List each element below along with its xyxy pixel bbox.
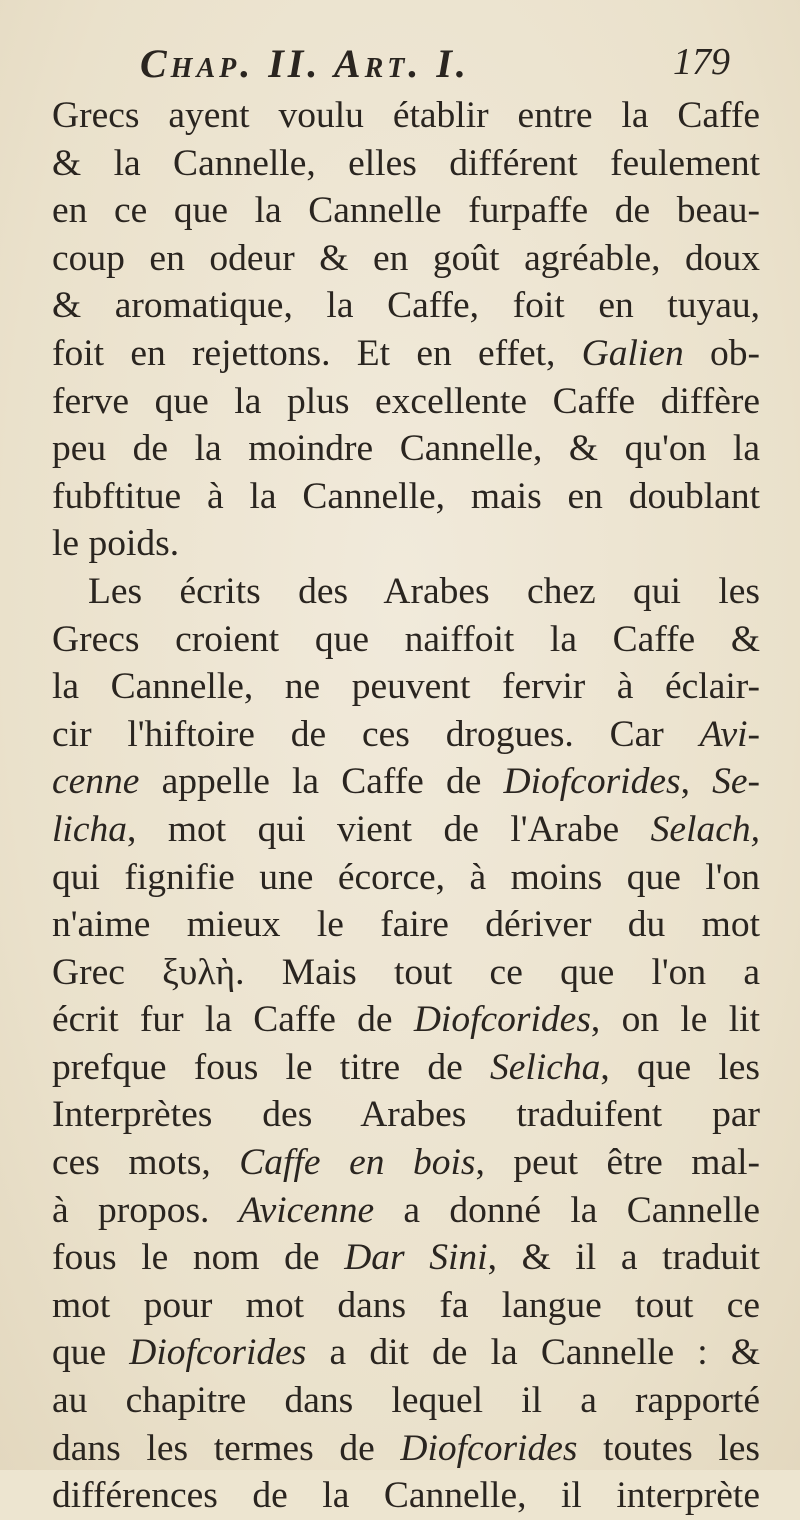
text-segment: fubftitue à la Cannelle, mais en doublant xyxy=(52,475,760,517)
text-segment: , que les xyxy=(600,1046,760,1088)
text-line xyxy=(52,949,760,997)
text-segment: , xyxy=(680,761,713,803)
text-line xyxy=(52,520,760,568)
text-line xyxy=(52,616,760,664)
italic-text: Diofcorides xyxy=(503,761,681,803)
text-line xyxy=(52,1044,760,1092)
italic-text: licha xyxy=(52,808,127,850)
body-text xyxy=(52,92,760,1520)
text-line xyxy=(52,806,760,854)
text-line xyxy=(52,378,760,426)
text-segment: le poids. xyxy=(52,523,180,565)
text-segment: peu de la moindre Cannelle, & qu'on la xyxy=(52,428,760,470)
text-segment: , & il a traduit xyxy=(487,1237,760,1279)
text-segment: toutes les xyxy=(577,1427,760,1469)
text-segment: dans les termes de xyxy=(52,1427,401,1469)
text-line xyxy=(52,1234,760,1282)
italic-text: Avicenne xyxy=(238,1189,375,1231)
running-head: Chap. II. Art. I. xyxy=(140,41,470,86)
text-line xyxy=(52,1377,760,1425)
text-segment: ob- xyxy=(683,332,760,374)
text-segment: la Cannelle, ne peuvent fervir à éclair- xyxy=(52,666,760,708)
text-line xyxy=(52,1139,760,1187)
text-line xyxy=(52,473,760,521)
text-line xyxy=(52,1282,760,1330)
text-segment: Grecs croient que naiffoit la Caffe & xyxy=(52,618,760,660)
text-segment: qui fignifie une écorce, à moins que l'on xyxy=(52,856,760,898)
text-segment: , on le lit xyxy=(590,999,760,1041)
text-segment: Interprètes des Arabes traduifent par xyxy=(52,1094,760,1136)
text-segment: écrit fur la Caffe de xyxy=(52,999,414,1041)
italic-text: Selicha xyxy=(490,1046,601,1088)
italic-text: Se- xyxy=(712,761,761,803)
text-segment: , mot qui vient de l'Arabe xyxy=(126,808,651,850)
text-segment: au chapitre dans lequel il a rapporté xyxy=(52,1380,760,1422)
text-line xyxy=(52,1187,760,1235)
text-segment: mot pour mot dans fa langue tout ce xyxy=(52,1284,760,1326)
text-line xyxy=(52,711,760,759)
italic-text: Galien xyxy=(581,332,684,374)
page-header xyxy=(140,40,730,90)
text-line xyxy=(52,758,760,806)
text-line xyxy=(52,187,760,235)
text-line xyxy=(52,1425,760,1473)
text-line xyxy=(52,568,760,616)
text-segment: Grec ξυλὴ. Mais tout ce que l'on a xyxy=(52,951,760,993)
italic-text: Selach, xyxy=(650,808,760,850)
italic-text: Avi- xyxy=(699,713,760,755)
text-line xyxy=(52,282,760,330)
italic-text: Caffe en bois xyxy=(239,1142,476,1184)
text-segment: prefque fous le titre de xyxy=(52,1046,490,1088)
text-segment: à propos. xyxy=(52,1189,239,1231)
text-segment: a dit de la Cannelle : & xyxy=(306,1332,760,1374)
text-segment: différences de la Cannelle, il interprète xyxy=(52,1475,760,1517)
page-number: 179 xyxy=(673,41,730,83)
text-segment: appelle la Caffe de xyxy=(139,761,504,803)
italic-text: Diofcorides xyxy=(129,1332,307,1374)
text-segment: & la Cannelle, elles différent feulement xyxy=(52,142,760,184)
text-segment: ces mots, xyxy=(52,1142,240,1184)
text-segment: foit en rejettons. Et en effet, xyxy=(52,332,582,374)
text-line xyxy=(52,92,760,140)
text-line xyxy=(52,140,760,188)
text-line xyxy=(52,1329,760,1377)
text-segment: ferve que la plus excellente Caffe diffère xyxy=(52,380,760,422)
text-segment: Les écrits des Arabes chez qui les xyxy=(88,570,760,612)
text-line xyxy=(52,854,760,902)
text-segment: & aromatique, la Caffe, foit en tuyau, xyxy=(52,285,760,327)
text-line xyxy=(52,1091,760,1139)
text-segment: fous le nom de xyxy=(52,1237,345,1279)
text-line xyxy=(52,330,760,378)
text-segment: n'aime mieux le faire dériver du mot xyxy=(52,904,760,946)
text-segment: cir l'hiftoire de ces drogues. Car xyxy=(52,713,700,755)
text-segment: Grecs ayent voulu établir entre la Caffe xyxy=(52,95,760,136)
text-segment: , peut être mal- xyxy=(475,1142,760,1184)
italic-text: Diofcorides xyxy=(400,1427,578,1469)
italic-text: Dar Sini xyxy=(344,1237,488,1279)
italic-text: cenne xyxy=(52,761,140,803)
text-segment: que xyxy=(52,1332,130,1374)
text-line xyxy=(52,901,760,949)
text-segment: a donné la Cannelle xyxy=(374,1189,760,1231)
text-line xyxy=(52,663,760,711)
italic-text: Diofcorides xyxy=(413,999,591,1041)
text-line xyxy=(52,425,760,473)
text-segment: coup en odeur & en goût agréable, doux xyxy=(52,237,760,279)
text-line xyxy=(52,235,760,283)
text-segment: en ce que la Cannelle furpaffe de beau- xyxy=(52,190,760,232)
text-line xyxy=(52,996,760,1044)
text-line xyxy=(52,1472,760,1520)
